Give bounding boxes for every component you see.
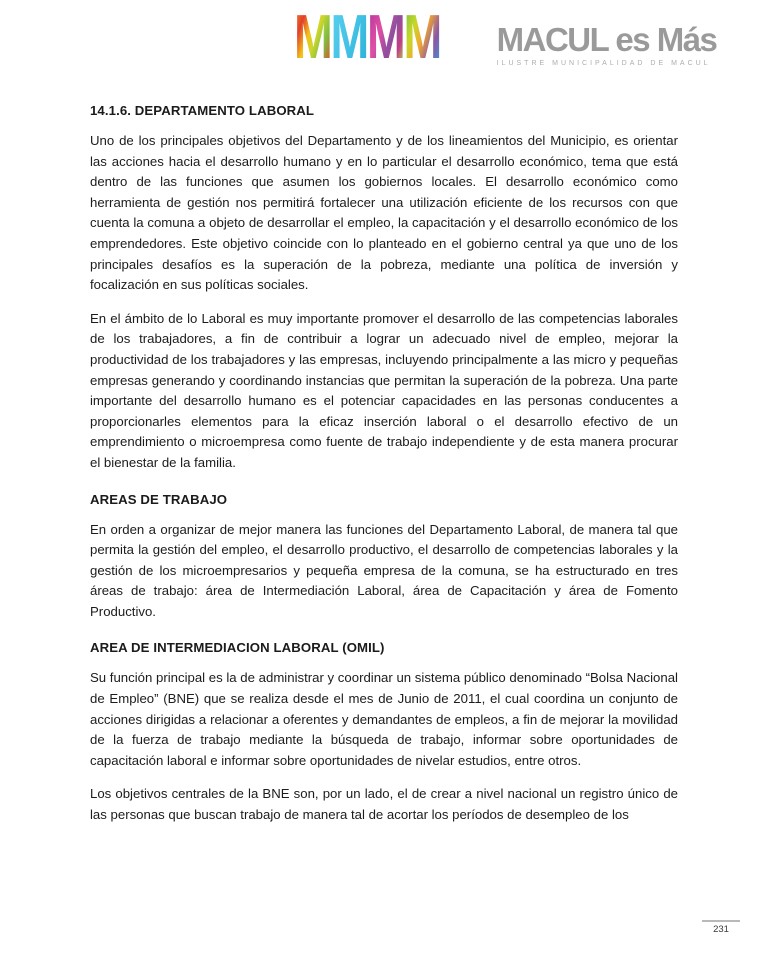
macul-logo xyxy=(294,3,717,72)
document-content xyxy=(90,103,678,839)
paragraph-objetivos: Uno de los principales objetivos del Departamento y de los lineamientos del Municipio, es orientar las acciones hacia el desarrollo humano y en lo particular el desarrollo económico, tema que está dentro de las funciones que asumen los gobiernos locales. El desarrollo económico como herramienta de gestión nos permitirá fortalecer una utilización eficiente de los recursos con que cuenta la comuna a objeto de desarrollar el empleo, la capacitación y el desarrollo económico de los emprendedores. Este objetivo coincide con lo planteado en el gobierno central ya que uno de los principales desafíos es la superación de la pobreza, mediante una política de inversión y focalización en sus políticas sociales. xyxy=(90,133,678,293)
logo-monogram-icon xyxy=(294,3,440,72)
logo-m4-icon: M xyxy=(403,3,440,72)
logo-text xyxy=(497,23,717,67)
logo-m1-icon: M xyxy=(294,3,331,72)
paragraph-funcion-principal: Su función principal es la de administrar y coordinar un sistema público denominado “Bolsa Nacional de Empleo” (BNE) que se realiza desde el mes de Junio de 2011, el cual coordina un conjunto de acciones dirigidas a relacionar a oferentes y demandantes de empleos, a fin de mejorar la movilidad de la fuerza de trabajo mediante la búsqueda de trabajo, informar sobre oportunidades de capacitación laboral e informar sobre oportunidades de nivelar estudios, entre otros. xyxy=(90,670,678,768)
logo-m2-icon: M xyxy=(330,3,367,72)
paragraph-ambito-laboral: En el ámbito de lo Laboral es muy importante promover el desarrollo de las competencias laborales de los trabajadores, a fin de contribuir a lograr un adecuado nivel de empleo, mejorar la productividad de los trabajadores y las empresas, incluyendo principalmente a las micro y pequeñas empresas generando y coordinando instancias que permitan la superación de la pobreza. Una parte importante del desarrollo humano es el potenciar capacidades en las personas conducentes a proporcionarles elementos para la eficaz inserción laboral o el desarrollo efectivo de un emprendimiento o microempresa como fuente de trabajo independiente y de esta manera procurar el bienestar de la familia. xyxy=(90,310,678,470)
paragraph-objetivos-bne: Los objetivos centrales de la BNE son, por un lado, el de crear a nivel nacional un registro único de las personas que buscan trabajo de manera tal de acortar los períodos de desempleo de los xyxy=(90,786,678,823)
logo-subtitle: ILUSTRE MUNICIPALIDAD DE MACUL xyxy=(496,60,711,67)
page-number: 231 xyxy=(713,924,729,935)
logo-title: MACUL es Más xyxy=(496,21,717,58)
paragraph-areas-de-trabajo: En orden a organizar de mejor manera las funciones del Departamento Laboral, de manera tal que permita la gestión del empleo, el desarrollo productivo, el desarrollo de competencias laborales y la gestión de los microempresarios y pequeña empresa de la comuna, se ha estructurado en tres áreas de trabajo: área de Intermediación Laboral, área de Capacitación y área de Fomento Productivo. xyxy=(90,521,678,619)
logo-m3-icon: M xyxy=(366,3,404,72)
section-heading-departamento-laboral: 14.1.6. DEPARTAMENTO LABORAL xyxy=(90,103,315,118)
footer-rule xyxy=(702,920,740,922)
section-heading-areas-de-trabajo: AREAS DE TRABAJO xyxy=(90,491,228,507)
section-heading-omil: AREA DE INTERMEDIACION LABORAL (OMIL) xyxy=(90,640,385,656)
